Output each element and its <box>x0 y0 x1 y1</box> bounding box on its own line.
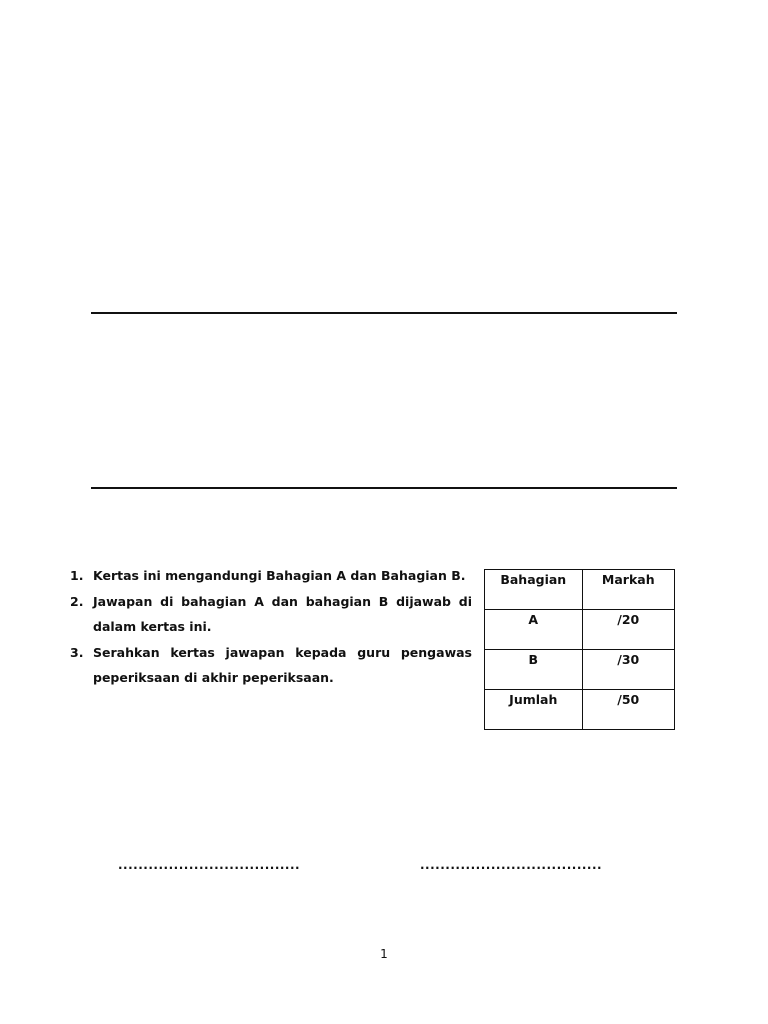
table-cell-marks: /30 <box>582 650 674 690</box>
page-number: 1 <box>380 947 388 961</box>
table-cell-marks: /50 <box>582 690 674 730</box>
column-header-bahagian: Bahagian <box>485 570 583 610</box>
table-cell-section: A <box>485 610 583 650</box>
instruction-number: 2. <box>70 593 84 609</box>
column-header-markah: Markah <box>582 570 674 610</box>
table-cell-marks: /20 <box>582 610 674 650</box>
instruction-item <box>70 640 472 691</box>
instruction-text: Jawapan di bahagian A dan bahagian B dijawab di dalam kertas ini. <box>93 593 472 634</box>
table-row <box>485 690 675 730</box>
table-row <box>485 610 675 650</box>
bottom-divider-line <box>91 487 677 489</box>
table-row <box>485 650 675 690</box>
marks-table <box>484 569 675 730</box>
table-cell-section: B <box>485 650 583 690</box>
top-divider-line <box>91 312 677 314</box>
signature-line-left: .................................... <box>118 858 301 872</box>
instruction-number: 3. <box>70 644 84 660</box>
instructions-list <box>70 563 472 691</box>
instruction-text: Serahkan kertas jawapan kepada guru pengawas peperiksaan di akhir peperiksaan. <box>93 644 472 685</box>
table-header-row <box>485 570 675 610</box>
instruction-number: 1. <box>70 568 84 583</box>
instruction-item <box>70 563 472 589</box>
signature-line-right: .................................... <box>420 858 603 872</box>
instruction-text: Kertas ini mengandungi Bahagian A dan Bahagian B. <box>93 568 466 583</box>
table-cell-section: Jumlah <box>485 690 583 730</box>
instruction-item <box>70 589 472 640</box>
